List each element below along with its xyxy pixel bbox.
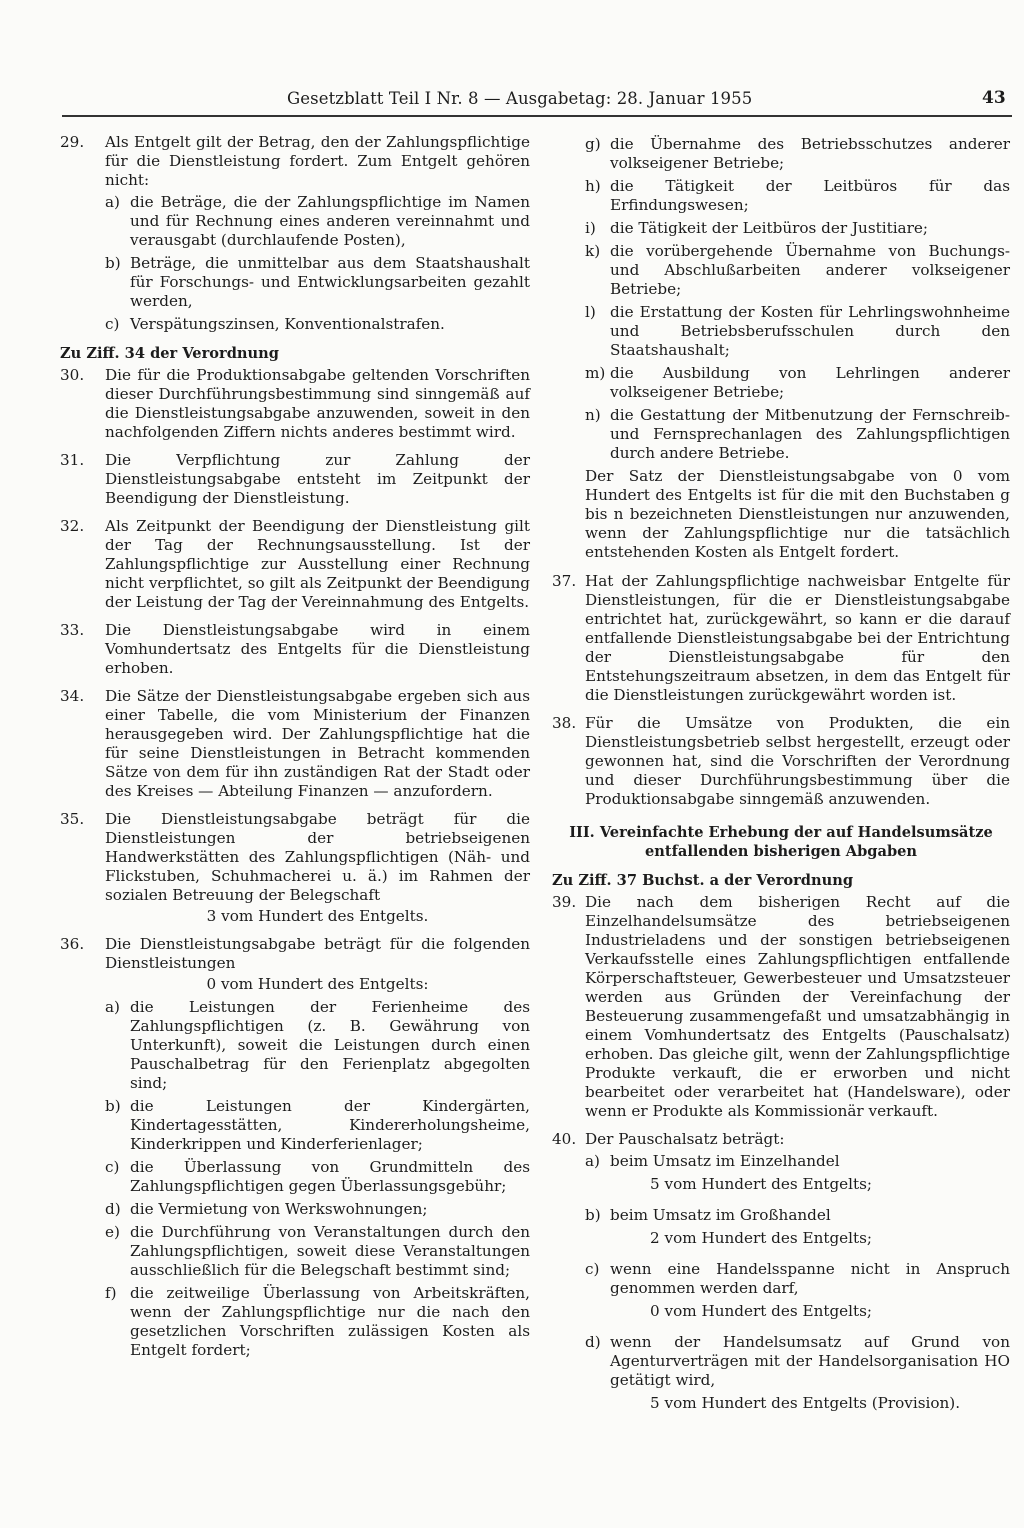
paragraph-40: 40. Der Pauschalsatz beträgt: a) beim Umsatz im Einzelhandel 5 vom Hundert des Entgelts; b) beim Umsatz im Großhandel 2 vom Hundert des Entgelts; c) wenn eine Handelsspanne nicht in Anspruch genommen werden darf, 0 vom Hundert des Entgelts; d) wenn der Handelsumsatz auf Grund von Agenturverträgen mit der Handelsorganisation HO getätigt wird, 5 vom Hundert des Entgelts (Provision). [552,1130,1010,1412]
section-title: III. Vereinfachte Erhebung der auf Handelsumsätze entfallenden bisherigen Abgaben [569,824,993,860]
paragraph-34: 34. Die Sätze der Dienstleistungsabgabe ergeben sich aus einer Tabelle, die vom Ministerium der Finanzen herausgegeben wird. Der Zahlungspflichtige hat die für seine Dienstleistungen in Betracht kommenden Sätze von dem für ihn zuständigen Rat der Stadt oder des Kreises — Abteilung Finanzen — anzufordern. [60,687,530,800]
page-number: 43 [982,88,1006,108]
list-item: l) die Erstattung der Kosten für Lehrlingswohnheime und Betriebsberufsschulen durch den Staatshaushalt; [585,303,1010,359]
paragraph-text: Als Entgelt gilt der Betrag, den der Zahlungspflichtige für die Dienstleistung fordert. Zum Entgelt gehören nicht: [105,133,530,189]
paragraph-35: 35. Die Dienstleistungsabgabe beträgt für die Dienstleistungen der betriebseigenen Handwerkstätten des Zahlungspflichtigen (Näh- und Flickstuben, Schuhmacherei u. ä.) im Rahmen der sozialen Betreuung der Belegschaft 3 vom Hundert des Entgelts. [60,810,530,925]
paragraph-37: 37. Hat der Zahlungspflichtige nachweisbar Entgelte für Dienstleistungen, für die er Dienstleistungsabgabe entrichtet hat, zurückgewährt, so kann er die darauf entfallende Dienstleistungsabgabe bei der Entrichtung der Dienstleistungsabgabe für den Entstehungszeitraum absetzen, in dem das Entgelt für die Dienstleistungen zurückgewährt worden ist. [552,572,1010,704]
paragraph-36: 36. Die Dienstleistungsabgabe beträgt für die folgenden Dienstleistungen 0 vom Hundert des Entgelts: a) die Leistungen der Ferienheime des Zahlungspflichtigen (z. B. Gewährung von Unterkunft), soweit die Leistungen durch einen Pauschalbetrag für den Ferienplatz abgegolten sind; b) die Leistungen der Kindergärten, Kindertagesstätten, Kindererholungsheime, Kinderkrippen und Kinderferienlager; c) die Überlassung von Grundmitteln des Zahlungspflichtigen gegen Überlassungsgebühr; d) die Vermietung von Werkswohnungen; e) die Durchführung von Veranstaltungen durch den Zahlungspflichtigen, soweit diese Veranstaltungen ausschließlich für die Belegschaft bestimmt sind; f) die zeitweilige Überlassung von Arbeitskräften, wenn der Zahlungspflichtige nur die nach den gesetzlichen Vorschriften zulässigen Kosten als Entgelt fordert; [60,935,530,1359]
rate-line: 3 vom Hundert des Entgelts. [206,907,429,925]
list-item: d) die Vermietung von Werkswohnungen; [105,1200,428,1218]
list-item: b) beim Umsatz im Großhandel [585,1206,831,1224]
paragraph-29 [60,133,530,334]
list-item: g) die Übernahme des Betriebsschutzes anderer volkseigener Betriebe; [585,135,1010,172]
section-heading: Zu Ziff. 37 Buchst. a der Verordnung [552,872,854,889]
list-item: d) wenn der Handelsumsatz auf Grund von Agenturverträgen mit der Handelsorganisation HO getätigt wird, [585,1333,1010,1389]
paragraph-30: 30. Die für die Produktionsabgabe geltenden Vorschriften dieser Durchführungsbestimmung sind sinngemäß auf die Dienstleistungsabgabe anzuwenden, soweit in den nachfolgenden Ziffern nichts anderes bestimmt wird. [60,366,530,441]
paragraph-36-continued [552,135,1010,463]
list-item: f) die zeitweilige Überlassung von Arbeitskräften, wenn der Zahlungspflichtige nur die nach den gesetzlichen Vorschriften zulässigen Kosten als Entgelt fordert; [105,1284,530,1359]
list-item: c) Verspätungszinsen, Konventionalstrafen. [105,315,445,333]
sub-items [105,193,530,334]
paragraph-38: 38. Für die Umsätze von Produkten, die ein Dienstleistungsbetrieb selbst hergestellt, erzeugt oder gewonnen hat, sind die Vorschriften der Verordnung und dieser Durchführungsbestimmung über die Produktionsabgabe sinngemäß anzuwenden. [552,714,1010,808]
paragraph-39: 39. Die nach dem bisherigen Recht auf die Einzelhandelsumsätze des betriebseigenen Industrieladens und der sonstigen betriebseigenen Verkaufsstelle eines Zahlungspflichtigen entfallende Körperschaftsteuer, Gewerbesteuer und Umsatzsteuer werden aus Gründen der Vereinfachung der Besteuerung zusammengefaßt und umsatzabhängig in einem Vomhundertsatz des Entgelts (Pauschalsatz) erhoben. Das gleiche gilt, wenn der Zahlungspflichtige Produkte verkauft, die er erworben und nicht bearbeitet oder verarbeitet hat (Handelsware), oder wenn er Produkte als Kommissionär verkauft. [552,893,1010,1120]
sub-items [105,998,530,1360]
list-item: i) die Tätigkeit der Leitbüros der Justitiare; [585,219,928,237]
paragraph-31: 31. Die Verpflichtung zur Zahlung der Dienstleistungsabgabe entsteht im Zeitpunkt der Beendigung der Dienstleistung. [60,451,530,507]
list-item: a) die Leistungen der Ferienheime des Zahlungspflichtigen (z. B. Gewährung von Unterkunft), soweit die Leistungen durch einen Pauschalbetrag für den Ferienplatz abgegolten sind; [105,998,530,1092]
list-item: n) die Gestattung der Mitbenutzung der Fernschreib- und Fernsprechanlagen des Zahlungspflichtigen durch andere Betriebe. [585,406,1010,462]
list-item: a) beim Umsatz im Einzelhandel [585,1152,840,1170]
list-item: b) die Leistungen der Kindergärten, Kindertagesstätten, Kindererholungsheime, Kinderkrippen und Kinderferienlager; [105,1097,530,1153]
list-item: c) die Überlassung von Grundmitteln des Zahlungspflichtigen gegen Überlassungsgebühr; [105,1158,530,1195]
rate-line: 2 vom Hundert des Entgelts; [650,1229,873,1247]
list-item: b) Beträge, die unmittelbar aus dem Staatshaushalt für Forschungs- und Entwicklungsarbeiten gezahlt werden, [105,254,530,310]
list-item: m) die Ausbildung von Lehrlingen anderer volkseigener Betriebe; [585,364,1010,401]
header-rule [62,115,1012,117]
rate-line: 0 vom Hundert des Entgelts; [650,1302,873,1320]
paragraph-33: 33. Die Dienstleistungsabgabe wird in einem Vomhundertsatz des Entgelts für die Dienstleistung erhoben. [60,621,530,677]
left-column [60,133,530,1369]
paragraph-32: 32. Als Zeitpunkt der Beendigung der Dienstleistung gilt der Tag der Rechnungsausstellung. Ist der Zahlungspflichtige zur Ausstellung einer Rechnung nicht verpflichtet, so gilt als Zeitpunkt der Beendigung der Leistung der Tag der Vereinnahmung des Entgelts. [60,517,530,611]
list-item: c) wenn eine Handelsspanne nicht in Anspruch genommen werden darf, [585,1260,1010,1297]
rate-line: 0 vom Hundert des Entgelts: [206,975,429,993]
sub-items [585,1152,1010,1413]
paragraph-number: 29. [60,133,85,151]
note-36: Der Satz der Dienstleistungsabgabe von 0 vom Hundert des Entgelts ist für die mit den Buchstaben g bis n bezeichneten Dienstleistungen nur anzuwenden, wenn der Zahlungspflichtige nur die tatsächlich entstehenden Kosten als Entgelt fordert. [585,467,1010,561]
rate-line: 5 vom Hundert des Entgelts; [650,1175,873,1193]
right-column [552,133,1010,1425]
rate-line: 5 vom Hundert des Entgelts (Provision). [650,1394,961,1412]
list-item: a) die Beträge, die der Zahlungspflichtige im Namen und für Rechnung eines anderen vereinnahmt und verausgabt (durchlaufende Posten), [105,193,530,249]
list-item: h) die Tätigkeit der Leitbüros für das Erfindungswesen; [585,177,1010,214]
list-item: e) die Durchführung von Veranstaltungen durch den Zahlungspflichtigen, soweit diese Veranstaltungen ausschließlich für die Belegschaft bestimmt sind; [105,1223,530,1279]
list-item: k) die vorübergehende Übernahme von Buchungs- und Abschlußarbeiten anderer volkseigener Betriebe; [585,242,1010,298]
section-heading: Zu Ziff. 34 der Verordnung [60,345,279,362]
page-header: Gesetzblatt Teil I Nr. 8 — Ausgabetag: 28. Januar 1955 [287,89,753,108]
